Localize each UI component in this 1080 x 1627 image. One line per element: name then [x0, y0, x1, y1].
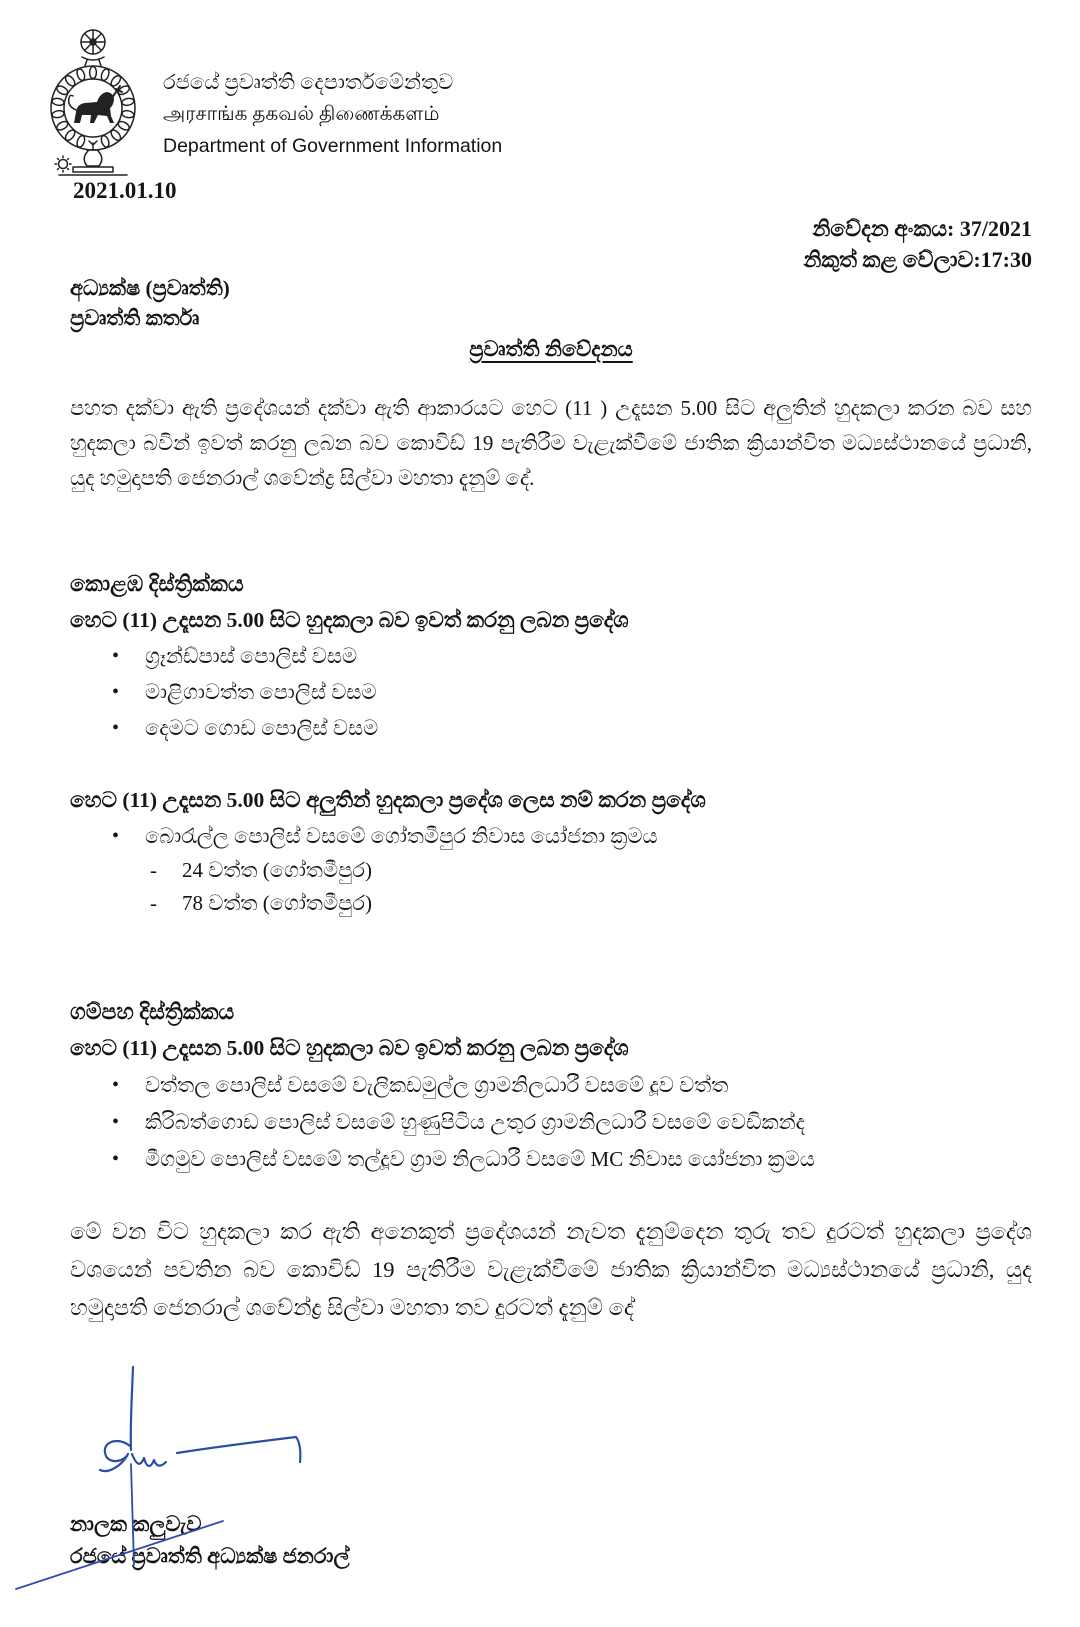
list-item	[70, 1104, 1032, 1141]
new-isolation-list	[70, 818, 1032, 920]
signatory-name: නාලක කලුවැව	[70, 1512, 202, 1536]
closing-paragraph: මේ වන විට හුදකලා කර ඇති අනෙකුත් ප්‍රදේශයන් නැවත දැනුම්දෙන තුරු තව දුරටත් හුදකලා ප්‍රදේශ වශයෙන් පවතින බව කොවිඩ් 19 පැතිරීම වැළැක්වීමේ ජාතික ක්‍රියාන්විත මධ්‍යස්ථානයේ ප්‍රධානි, යුද හමුදාපති ජෙනරාල් ශවේන්ද්‍ර සිල්වා මහතා තව දුරටත් දැනුම් දේ	[70, 1219, 1032, 1320]
sub-list	[145, 854, 1032, 920]
list-item-text: මීගමුව පොලිස් වසමේ තල්දූව ග්‍රාම නිලධාරී වසමේ MC නිවාස යෝජනා ක්‍රමය	[145, 1147, 815, 1171]
district-heading-gampaha: ගම්පහ දිස්ත්‍රික්කය	[70, 999, 235, 1024]
group-heading-lifted: හෙට (11) උදෑසන 5.00 සිට හුදකලා බව ඉවත් කරනු ලබන ප්‍රදේශ	[70, 1036, 629, 1060]
list-item-text: බොරැල්ල පොලිස් වසමේ ගෝතමීපුර නිවාස යෝජනා ක්‍රමය	[145, 824, 658, 848]
lifted-areas-list	[70, 1067, 1032, 1178]
recipient-news-editor: ප්‍රවෘත්ති කර්තෘ	[70, 306, 200, 330]
gampaha-section	[70, 993, 1032, 1178]
list-item	[70, 1141, 1032, 1178]
list-item-text: ග්‍රෑන්ඩ්පාස් පොලිස් වසම	[145, 644, 358, 668]
issue-time: නිකුත් කළ වේලාව:17:30	[803, 247, 1032, 272]
dept-name-sinhala: රජයේ ප්‍රවෘත්ති දෙපාර්තමේන්තුව	[163, 70, 454, 94]
list-item	[70, 674, 1032, 710]
list-item	[70, 710, 1032, 746]
state-emblem	[47, 26, 139, 178]
colombo-section	[70, 566, 1032, 920]
dept-name-tamil: அரசாங்க தகவல் திணைக்களம்	[163, 103, 440, 125]
list-item	[70, 638, 1032, 674]
list-item	[70, 818, 1032, 920]
list-item	[70, 1067, 1032, 1104]
list-item-text: දෙමට ගොඩ පොලිස් වසම	[145, 716, 379, 740]
lifted-areas-list	[70, 638, 1032, 746]
letterhead	[163, 66, 783, 162]
recipients	[70, 273, 590, 333]
sub-list-item: - 78 වත්ත (ගෝතමීපුර)	[145, 887, 1032, 920]
group-heading-lifted: හෙට (11) උදෑසන 5.00 සිට හුදකලා බව ඉවත් කරනු ලබන ප්‍රදේශ	[70, 608, 629, 632]
sub-list-item: - 24 වත්ත (ගෝතමීපුර)	[145, 854, 1032, 887]
recipient-director-news: අධ්‍යක්ෂ (ප්‍රවෘත්ති)	[70, 276, 230, 300]
list-item-text: වත්තල පොලිස් වසමේ වැලිකඩමුල්ල ග්‍රාමනිලධාරී වසමේ දූව වත්ත	[145, 1073, 729, 1097]
signatory-block	[70, 1508, 670, 1572]
notice-date: 2021.01.10	[73, 178, 177, 203]
signatory-title: රජයේ ප්‍රවෘත්ති අධ්‍යක්ෂ ජනරාල්	[70, 1544, 350, 1568]
district-heading-colombo: කොළඹ දිස්ත්‍රික්කය	[70, 571, 244, 596]
notice-title: ප්‍රවෘත්ති නිවේදනය	[469, 337, 633, 361]
notice-number: නිවේදන අංකය: 37/2021	[812, 216, 1032, 241]
notice-title-wrap	[351, 333, 751, 365]
group-heading-new-isolation: හෙට (11) උදෑසන 5.00 සිට අලුතින් හුදකලා ප්‍රදේශ ලෙස නම් කරන ප්‍රදේශ	[70, 788, 706, 812]
intro-paragraph: පහත දක්වා ඇති ප්‍රදේශයන් දක්වා ඇති ආකාරයට හෙට (11 ) උදෑසන 5.00 සිට අලුතින් හුදකලා කරන බව සහ හුදකලා බවින් ඉවත් කරනු ලබන බව කොවිඩ් 19 පැතිරීම වැළැක්වීමේ ජාතික ක්‍රියාන්විත මධ්‍යස්ථානයේ ප්‍රධානි, යුද හමුදාපති ජෙනරාල් ශවේන්ද්‍ර සිල්වා මහතා දැනුම් දේ.	[70, 396, 1032, 490]
list-item-text: කිරිබත්ගොඩ පොලිස් වසමේ හුණුපිටිය උතුර ග්‍රාමනිලධාරී වසමේ වෙඩිකන්ද	[145, 1110, 806, 1134]
list-item-text: මාළිගාවත්ත පොලිස් වසම	[145, 680, 377, 704]
notice-meta	[612, 213, 1032, 275]
dept-name-english: Department of Government Information	[163, 135, 503, 157]
